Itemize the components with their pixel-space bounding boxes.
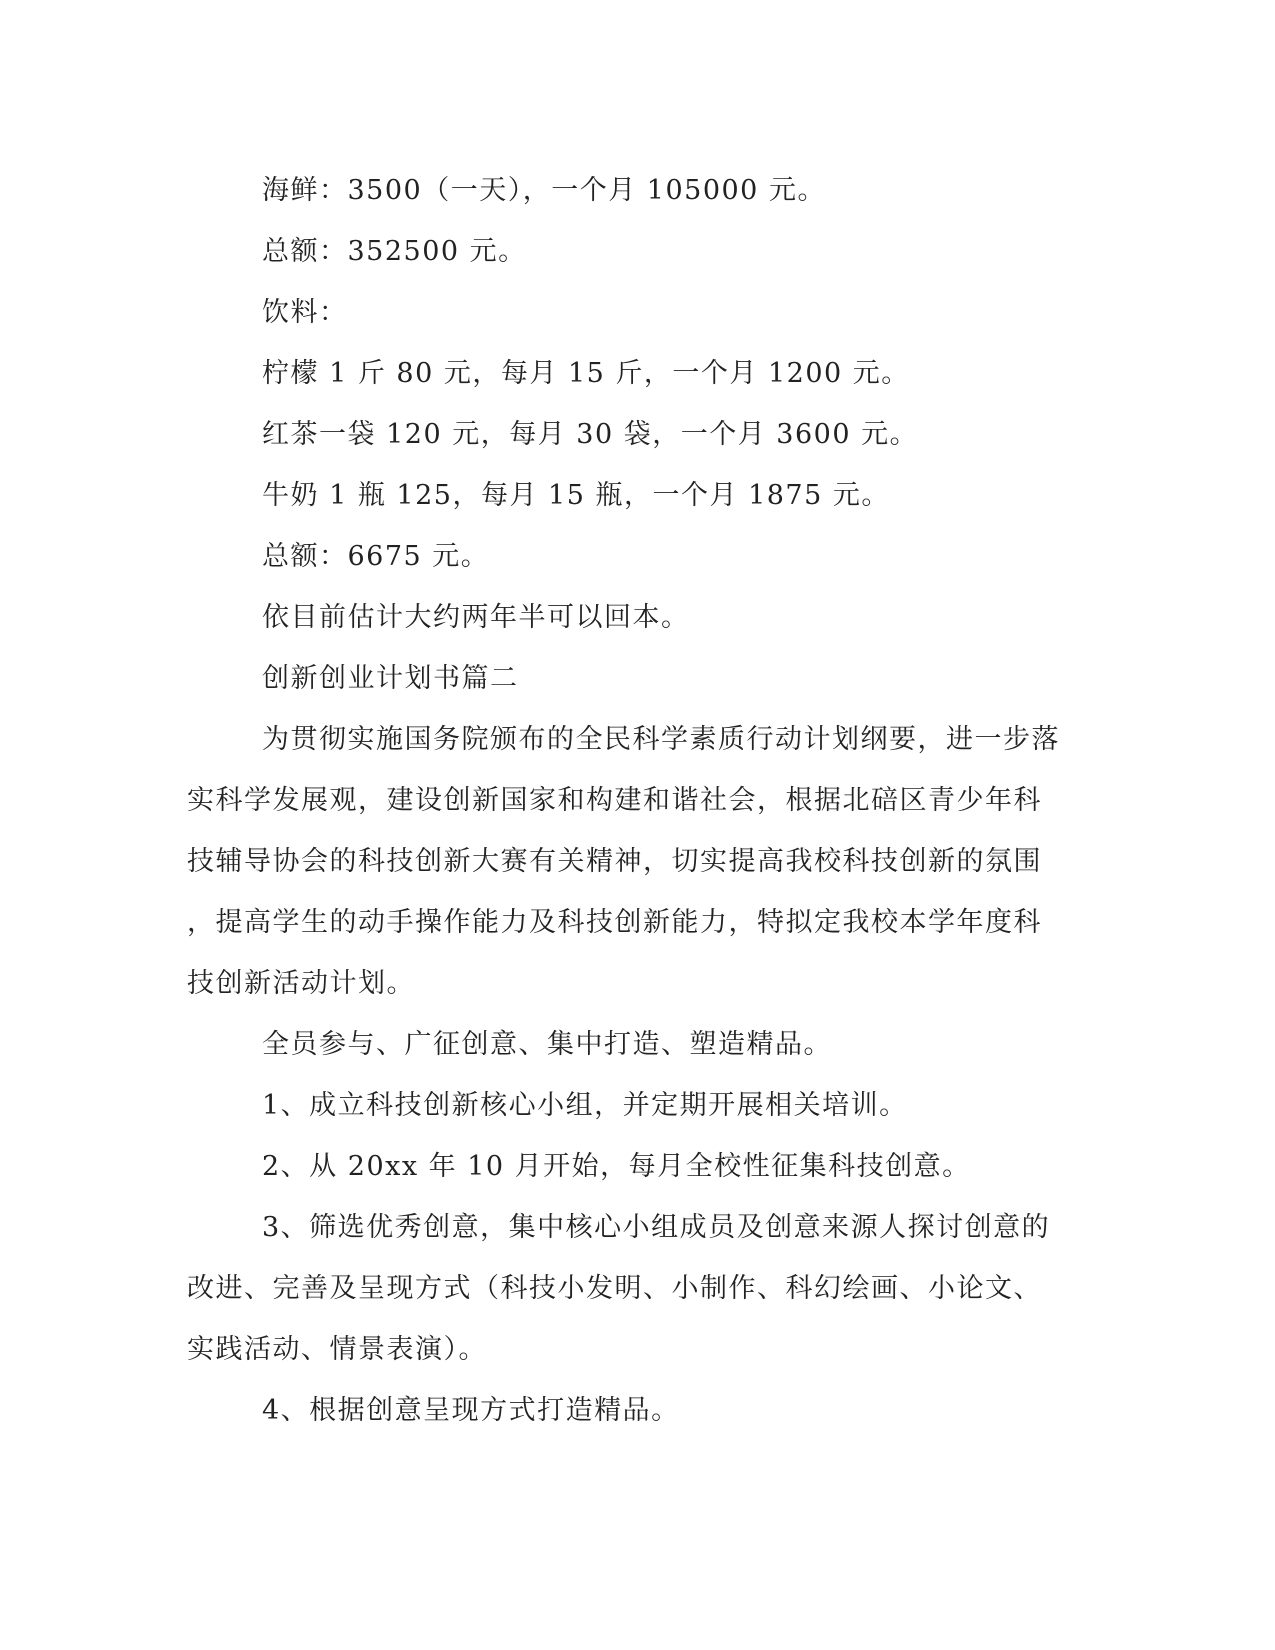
text-line: 实科学发展观，建设创新国家和构建和谐社会，根据北碚区青少年科 bbox=[187, 785, 1042, 816]
text-line: 技辅导协会的科技创新大赛有关精神，切实提高我校科技创新的氛围 bbox=[187, 846, 1042, 877]
text-line: 依目前估计大约两年半可以回本。 bbox=[262, 602, 690, 633]
text-line: 实践活动、情景表演）。 bbox=[187, 1334, 487, 1365]
text-line: 牛奶 1 瓶 125，每月 15 瓶，一个月 1875 元。 bbox=[262, 480, 890, 511]
list-item: 4、根据创意呈现方式打造精品。 bbox=[262, 1395, 680, 1426]
text-line: 海鲜：3500（一天），一个月 105000 元。 bbox=[262, 175, 826, 206]
document-body bbox=[187, 160, 1077, 1441]
text-line: 总额：352500 元。 bbox=[262, 236, 527, 267]
text-line: ，提高学生的动手操作能力及科技创新能力，特拟定我校本学年度科 bbox=[187, 907, 1042, 938]
text-line: 为贯彻实施国务院颁布的全民科学素质行动计划纲要，进一步落 bbox=[262, 724, 1060, 755]
list-item: 3、筛选优秀创意，集中核心小组成员及创意来源人探讨创意的 bbox=[262, 1212, 1051, 1243]
list-item: 2、从 20xx 年 10 月开始，每月全校性征集科技创意。 bbox=[262, 1151, 971, 1182]
section-heading: 创新创业计划书篇二 bbox=[262, 663, 519, 694]
text-line: 技创新活动计划。 bbox=[187, 968, 415, 999]
text-line: 红茶一袋 120 元，每月 30 袋，一个月 3600 元。 bbox=[262, 419, 919, 450]
text-line: 总额：6675 元。 bbox=[262, 541, 490, 572]
text-line: 饮料： bbox=[262, 297, 348, 328]
text-line: 改进、完善及呈现方式（科技小发明、小制作、科幻绘画、小论文、 bbox=[187, 1273, 1042, 1304]
text-line: 全员参与、广征创意、集中打造、塑造精品。 bbox=[262, 1029, 832, 1060]
list-item: 1、成立科技创新核心小组，并定期开展相关培训。 bbox=[262, 1090, 908, 1121]
text-line: 柠檬 1 斤 80 元，每月 15 斤，一个月 1200 元。 bbox=[262, 358, 910, 389]
